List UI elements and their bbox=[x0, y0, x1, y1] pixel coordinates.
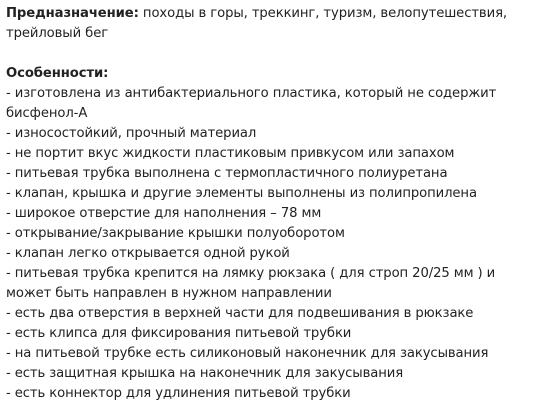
feature-item: - питьевая трубка крепится на лямку рюкзака ( для строп 20/25 мм ) и может быть направлен в нужном направлении bbox=[6, 266, 496, 301]
feature-item: - широкое отверстие для наполнения – 78 мм bbox=[6, 206, 322, 221]
purpose-text: походы в горы, треккинг, туризм, велопутешествия, трейловый бег bbox=[6, 6, 507, 41]
feature-item: - открывание/закрывание крышки полуоборотом bbox=[6, 226, 345, 241]
feature-item: - есть коннектор для удлинения питьевой трубки bbox=[6, 386, 351, 401]
feature-item: - есть два отверстия в верхней части для подвешивания в рюкзаке bbox=[6, 306, 474, 321]
purpose-paragraph bbox=[6, 4, 534, 44]
feature-item: - на питьевой трубке есть силиконовый наконечник для закусывания bbox=[6, 346, 489, 361]
feature-item: - питьевая трубка выполнена с термопластичного полиуретана bbox=[6, 166, 448, 181]
feature-item: - не портит вкус жидкости пластиковым привкусом или запахом bbox=[6, 146, 455, 161]
feature-item: - есть защитная крышка на наконечник для закусывания bbox=[6, 366, 404, 381]
purpose-label: Предназначение: bbox=[6, 6, 139, 21]
features-heading: Особенности: bbox=[6, 66, 109, 81]
features-list bbox=[6, 84, 534, 404]
feature-item: - клапан, крышка и другие элементы выполнены из полипропилена bbox=[6, 186, 477, 201]
feature-item: - клапан легко открывается одной рукой bbox=[6, 246, 290, 261]
feature-item: - изготовлена из антибактериального пластика, который не содержит бисфенол-А bbox=[6, 86, 497, 121]
section-spacer bbox=[6, 44, 534, 64]
feature-item: - износостойкий, прочный материал bbox=[6, 126, 257, 141]
feature-item: - есть клипса для фиксирования питьевой трубки bbox=[6, 326, 352, 341]
